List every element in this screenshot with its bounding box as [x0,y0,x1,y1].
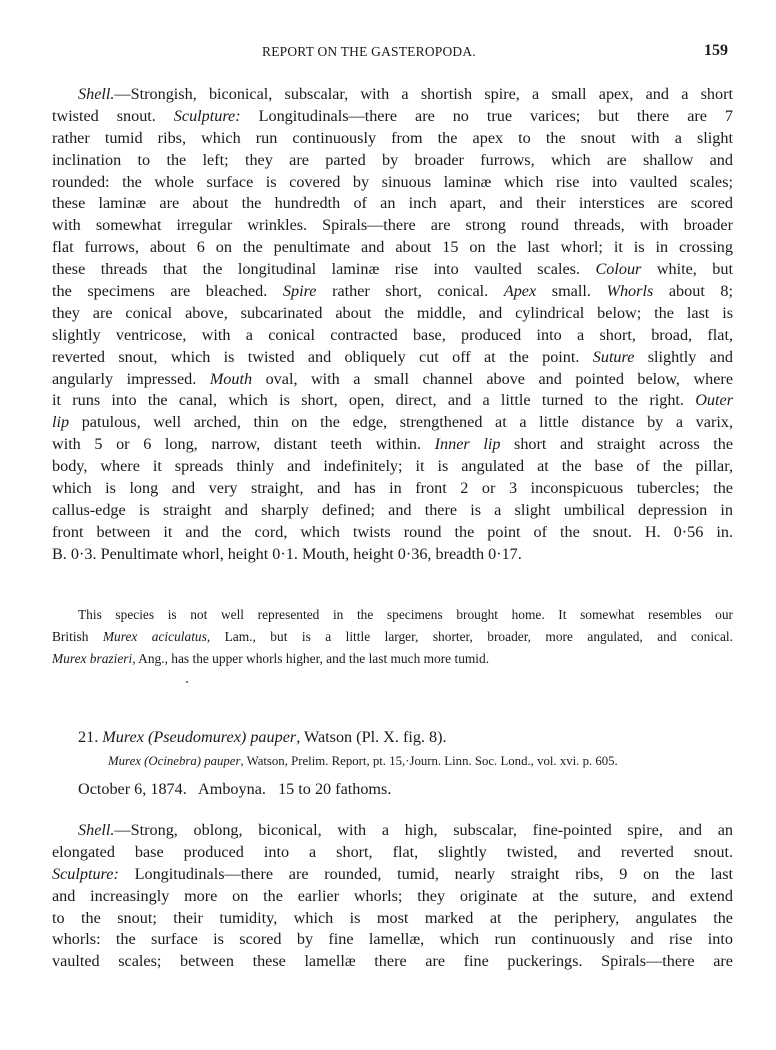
text-line [52,456,733,478]
italic-term: Inner lip [434,435,501,454]
text-line [52,84,733,106]
text-line [52,237,733,259]
italic-term: Colour [595,260,642,279]
text-run: rounded: the whole surface is covered by sinuous laminæ which rise into vaulted scales; [52,172,733,191]
text-run: they are conical above, subcarinated about the middle, and cylindrical below; the last is [52,303,733,322]
synonym-citation [108,754,618,769]
synonym-genus: Murex [108,754,141,768]
text-line [52,951,733,973]
text-run: B. 0·3. Penultimate whorl, height 0·1. Mouth, height 0·36, breadth 0·17. [52,544,522,563]
text-line [52,522,733,544]
text-line [52,106,733,128]
text-run: oval, with a small channel above and pointed below, where [252,369,733,388]
text-line [52,820,733,842]
text-line [52,128,733,150]
page-number: 159 [704,42,728,59]
text-run: This species is not well represented in the specimens brought home. It somewhat resembles our [78,607,733,622]
text-run: small. [536,282,607,301]
italic-term: Sculpture: [173,106,241,125]
text-line [52,648,733,670]
species-subgenus: (Pseudomurex) [147,728,247,746]
italic-term: Mouth [209,369,253,388]
text-run: vaulted scales; between these lamellæ there are fine puckerings. Spirals—there are [52,952,733,971]
print-speck [186,681,188,683]
text-run: angularly impressed. [52,369,210,388]
text-line [52,626,733,648]
synonym-subgenus: (Ocinebra) [144,754,201,768]
text-run: rather short, conical. [316,282,504,301]
text-run: reverted snout, which is twisted and obliquely cut off at the point. [52,347,593,366]
running-head: REPORT ON THE GASTEROPODA. [262,44,476,59]
text-run: about 8; [653,282,734,301]
text-line [52,412,733,434]
text-line [52,842,733,864]
text-line [52,369,733,391]
station-record: October 6, 1874. Amboyna. 15 to 20 fathoms. [78,780,392,798]
text-line [52,864,733,886]
text-run: , Lam., but is a little larger, shorter, broader, more angulated, and conical. [206,629,733,644]
text-run: —Strongish, biconical, subscalar, with a shortish spire, a small apex, and a short [114,85,733,103]
species-author-ref: , Watson (Pl. X. fig. 8). [296,728,447,746]
text-run: twisted snout. [52,106,174,125]
species-epithet: pauper [250,728,297,746]
italic-term: lip [52,413,70,432]
text-line [52,390,733,412]
text-line [52,193,733,215]
text-run: to the snout; their tumidity, which is most marked at the periphery, angulates the [52,908,733,927]
text-line [52,500,733,522]
italic-term: Suture [592,347,635,366]
text-line [52,281,733,303]
text-run: Longitudinals—there are rounded, tumid, nearly straight ribs, 9 on the last [118,864,733,883]
text-run: front between it and the cord, which twists round the point of the snout. H. 0·56 in. [52,522,733,541]
text-line [52,886,733,908]
text-run: British [52,629,103,644]
text-run: slightly and [634,347,734,366]
text-run: with somewhat irregular wrinkles. Spirals—there are strong round threads, with broader [52,216,733,235]
italic-term: Sculpture: [52,864,119,883]
italic-term: Spire [282,282,317,301]
text-run: —Strong, oblong, biconical, with a high, subscalar, fine-pointed spire, and an [114,821,733,839]
species-number: 21. [78,728,99,746]
shell-description-1 [52,84,733,566]
text-run: rather tumid ribs, which run continuously from the apex to the snout with a slight [52,128,733,147]
text-line [52,215,733,237]
italic-term: Shell. [78,85,115,103]
italic-term: Murex aciculatus [102,629,207,644]
text-line [52,478,733,500]
text-run: callus-edge is straight and sharply defined; and there is a slight umbilical depression in [52,500,733,519]
text-line [52,172,733,194]
italic-term: Apex [503,282,537,301]
italic-term: Murex brazieri [52,651,133,666]
text-run: slightly ventricose, with a conical contracted base, produced into a short, broad, flat, [52,325,733,344]
text-run: inclination to the left; they are parted by broader furrows, which are shallow and [52,150,733,169]
synonym-epithet: pauper [204,754,241,768]
text-line [52,303,733,325]
text-line [52,150,733,172]
species-genus: Murex [102,728,144,746]
text-run: short and straight across the [500,435,734,454]
shell-description-2 [52,820,733,973]
text-run: these threads that the longitudinal laminæ rise into vaulted scales. [52,260,596,279]
text-run: , Ang., has the upper whorls higher, and the last much more tumid. [132,651,490,666]
text-run: flat furrows, about 6 on the penultimate and about 15 on the last whorl; it is in crossing [52,238,733,257]
text-run: body, where it spreads thinly and indefinitely; it is angulated at the base of the pillar, [52,457,733,476]
italic-term: Shell. [78,821,115,839]
text-line [52,434,733,456]
text-run: white, but [641,260,733,279]
text-line [52,908,733,930]
text-run: and increasingly more on the earlier whorls; they originate at the suture, and extend [52,886,733,905]
text-line [52,604,733,626]
text-run: these laminæ are about the hundredth of an inch apart, and their interstices are scored [52,194,733,213]
text-run: which is long and very straight, and has in front 2 or 3 inconspicuous tubercles; the [52,479,733,498]
text-run: with 5 or 6 long, narrow, distant teeth within. [52,435,435,454]
italic-term: Whorls [606,282,654,301]
text-line [52,544,733,566]
text-run: Longitudinals—there are no true varices; but there are 7 [240,106,733,125]
text-run: it runs into the canal, which is short, open, direct, and a little turned to the right. [52,391,696,410]
text-line [52,259,733,281]
page-header [0,44,776,64]
synonym-reference: , Watson, Prelim. Report, pt. 15,·Journ. Linn. Soc. Lond., vol. xvi. p. 605. [240,754,618,768]
text-run: patulous, well arched, thin on the edge, strengthened at a little distance by a varix, [69,413,733,432]
text-line [52,929,733,951]
italic-term: Outer [695,391,733,410]
text-run: the specimens are bleached. [52,282,283,301]
text-run: whorls: the surface is scored by fine lamellæ, which run continuously and rise into [52,930,733,949]
text-line [52,347,733,369]
text-line [52,325,733,347]
species-remark [52,604,733,670]
text-run: elongated base produced into a short, flat, slightly twisted, and reverted snout. [52,842,733,861]
species-heading [78,728,447,747]
